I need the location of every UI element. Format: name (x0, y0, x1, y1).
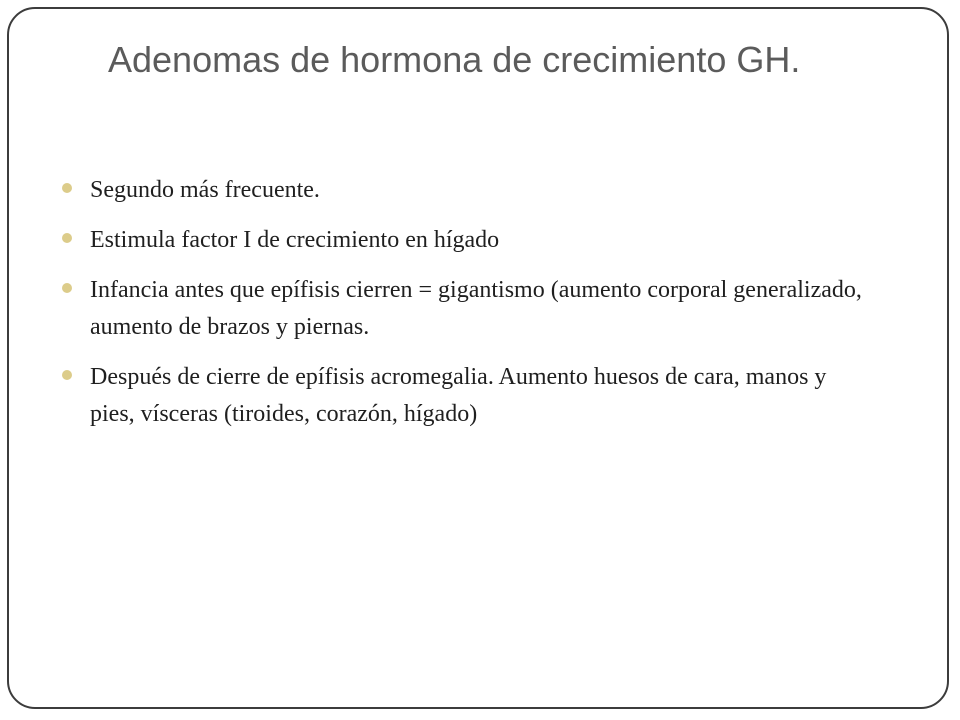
bullet-text: Después de cierre de epífisis acromegalia. Aumento huesos de cara, manos y pies, vísceras (tiroides, corazón, hígado) (90, 364, 827, 427)
slide-title: Adenomas de hormona de crecimiento GH. (108, 39, 801, 80)
bullet-item (62, 222, 862, 259)
bullet-dot-icon (62, 233, 72, 243)
bullet-text: Estimula factor I de crecimiento en hígado (90, 227, 500, 253)
bullet-list (62, 172, 862, 446)
bullet-item (62, 172, 862, 209)
bullet-text: Segundo más frecuente. (90, 177, 320, 203)
bullet-dot-icon (62, 183, 72, 193)
bullet-item (62, 272, 862, 346)
bullet-dot-icon (62, 283, 72, 293)
bullet-text: Infancia antes que epífisis cierren = gigantismo (aumento corporal generalizado, aumento de brazos y piernas. (90, 277, 862, 340)
bullet-dot-icon (62, 370, 72, 380)
bullet-item (62, 359, 862, 433)
